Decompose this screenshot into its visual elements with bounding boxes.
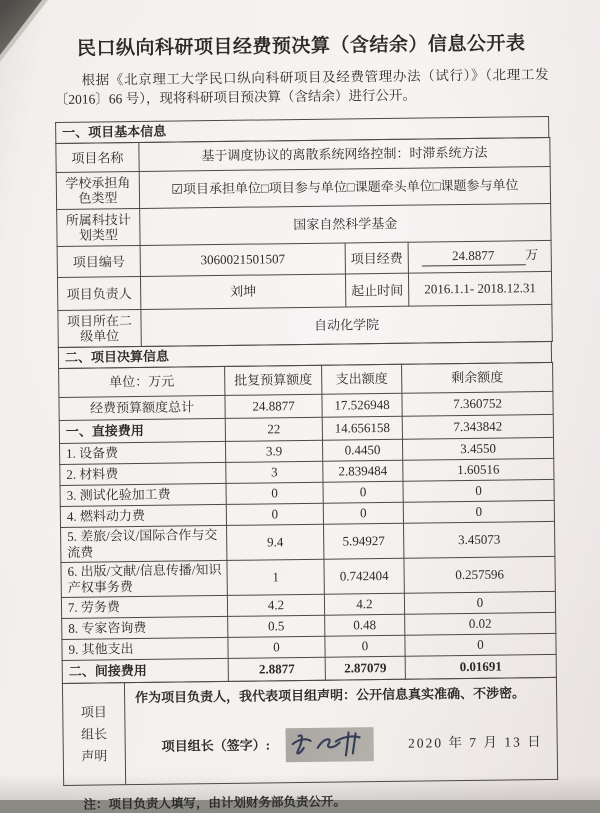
signature-scribble [286, 727, 374, 762]
budget-cell: 0 [325, 635, 405, 657]
budget-cell: 3.45073 [404, 521, 555, 558]
budget-row-label: 经费预算额度总计 [59, 395, 225, 420]
period-label: 起止时间 [345, 273, 408, 307]
budget-cell: 0 [403, 500, 554, 523]
project-fund-value [408, 240, 551, 273]
form-content [54, 28, 557, 813]
budget-cell: 0 [404, 591, 555, 614]
section2-title: 二、项目决算信息 [58, 341, 551, 368]
budget-row-label: 8. 专家咨询费 [62, 616, 228, 639]
leader-value: 刘坤 [140, 274, 345, 310]
budget-row-label: 1. 设备费 [60, 441, 226, 464]
plan-type-value: 国家自然科学基金 [140, 203, 551, 245]
budget-cell: 1 [227, 559, 324, 595]
budget-cell: 17.526948 [322, 393, 402, 417]
budget-row-label: 一、直接费用 [59, 418, 225, 443]
budget-cell: 0.01691 [405, 654, 556, 679]
role-type-checkboxes: ☑项目承担单位□项目参与单位□课题牵头单位□课题参与单位 [139, 166, 550, 208]
budget-cell: 2.87079 [325, 656, 405, 680]
column-header-spent: 支出额度 [322, 364, 402, 394]
project-name-label: 项目名称 [56, 142, 139, 172]
unit-label: 项目所在二级单位 [58, 309, 141, 347]
budget-table [58, 362, 557, 684]
footer-note: 注：项目负责人填写，由计划财务部负责公开。 [83, 794, 346, 812]
column-header-remain: 剩余额度 [402, 362, 553, 393]
budget-cell: 0.4450 [322, 439, 402, 461]
budget-row-label: 4. 燃料动力费 [60, 504, 226, 527]
page-title: 民口纵向科研项目经费预决算（含结余）信息公开表 [76, 33, 526, 60]
signature-patch [286, 727, 374, 762]
signature-row [136, 725, 547, 764]
budget-cell: 1.60516 [403, 458, 554, 481]
budget-cell: 22 [225, 417, 322, 441]
budget-cell: 14.656158 [322, 416, 402, 440]
budget-cell: 0 [323, 502, 403, 524]
role-type-label: 学校承担角色类型 [56, 171, 139, 209]
fund-amount: 24.8877 [421, 247, 525, 266]
budget-row-label: 3. 测试化验加工费 [60, 483, 226, 506]
budget-cell: 7.360752 [402, 391, 553, 416]
table-row [61, 556, 555, 597]
budget-row-label: 二、间接费用 [62, 658, 228, 683]
budget-cell: 0 [228, 636, 325, 658]
budget-cell: 2.8877 [228, 657, 325, 681]
table-row [62, 677, 557, 785]
budget-cell: 3 [226, 461, 323, 483]
budget-cell: 0.48 [325, 614, 405, 636]
section1-title: 一、项目基本信息 [56, 116, 549, 143]
project-name-value: 基于调度协议的离散系统网络控制：时滞系统方法 [139, 137, 550, 171]
declaration-statement: 作为项目负责人，我代表项目组声明：公开信息真实准确、不涉密。 [135, 685, 526, 706]
period-value: 2016.1.1- 2018.12.31 [408, 271, 551, 306]
budget-cell: 0 [226, 503, 323, 525]
budget-cell: 4.2 [324, 593, 404, 615]
budget-cell: 0.02 [405, 612, 556, 635]
leader-label: 项目负责人 [57, 276, 140, 310]
budget-cell: 2.839484 [323, 460, 403, 482]
budget-cell: 3.9 [225, 440, 322, 462]
budget-row-label: 6. 出版/文献/信息传播/知识产权事务费 [61, 560, 227, 597]
table-row [56, 166, 550, 209]
sign-label: 项目组长（签字）: [161, 737, 271, 754]
budget-row-label: 9. 其他支出 [62, 637, 228, 660]
budget-cell: 0.742404 [324, 558, 404, 594]
budget-cell: 7.343842 [402, 414, 553, 439]
budget-cell: 0 [403, 479, 554, 502]
budget-row-label: 5. 差旅/会议/国际合作与交流费 [61, 525, 227, 562]
project-fund-label: 项目经费 [345, 242, 408, 274]
budget-row-label: 2. 材料费 [60, 462, 226, 485]
unit-value: 自动化学院 [141, 304, 552, 346]
table-row [57, 203, 551, 246]
budget-cell: 0 [323, 481, 403, 503]
budget-cell: 9.4 [227, 524, 324, 560]
budget-row-label: 7. 劳务费 [61, 595, 227, 618]
declaration-body [124, 677, 557, 784]
budget-cell: 5.94927 [324, 523, 404, 559]
column-header-unit: 单位：万元 [59, 366, 225, 397]
basic-info-table [55, 137, 552, 348]
budget-cell: 24.8877 [225, 394, 322, 418]
budget-cell: 0 [226, 482, 323, 504]
budget-cell: 0.257596 [404, 556, 555, 593]
project-number-value: 3060021501507 [140, 243, 345, 277]
table-row [61, 521, 555, 562]
budget-cell: 0 [405, 633, 556, 656]
column-header-budget: 批复预算额度 [225, 365, 322, 395]
declaration-table [62, 677, 558, 786]
declaration-side-label: 项目组长声明 [62, 683, 125, 786]
plan-type-label: 所属科技计划类型 [57, 208, 140, 246]
fund-unit: 万 [525, 247, 539, 263]
budget-cell: 0.5 [228, 615, 325, 637]
budget-cell: 4.2 [227, 594, 324, 616]
project-number-label: 项目编号 [57, 245, 140, 277]
intro-paragraph: 根据《北京理工大学民口纵向科研项目及经费管理办法（试行）》（北理工发〔2016〕66 号），现将科研项目预决算（含结余）进行公开。 [54, 66, 549, 107]
sign-date: 2020 年 7 月 13 日 [407, 734, 543, 751]
budget-cell: 3.4550 [402, 437, 553, 460]
